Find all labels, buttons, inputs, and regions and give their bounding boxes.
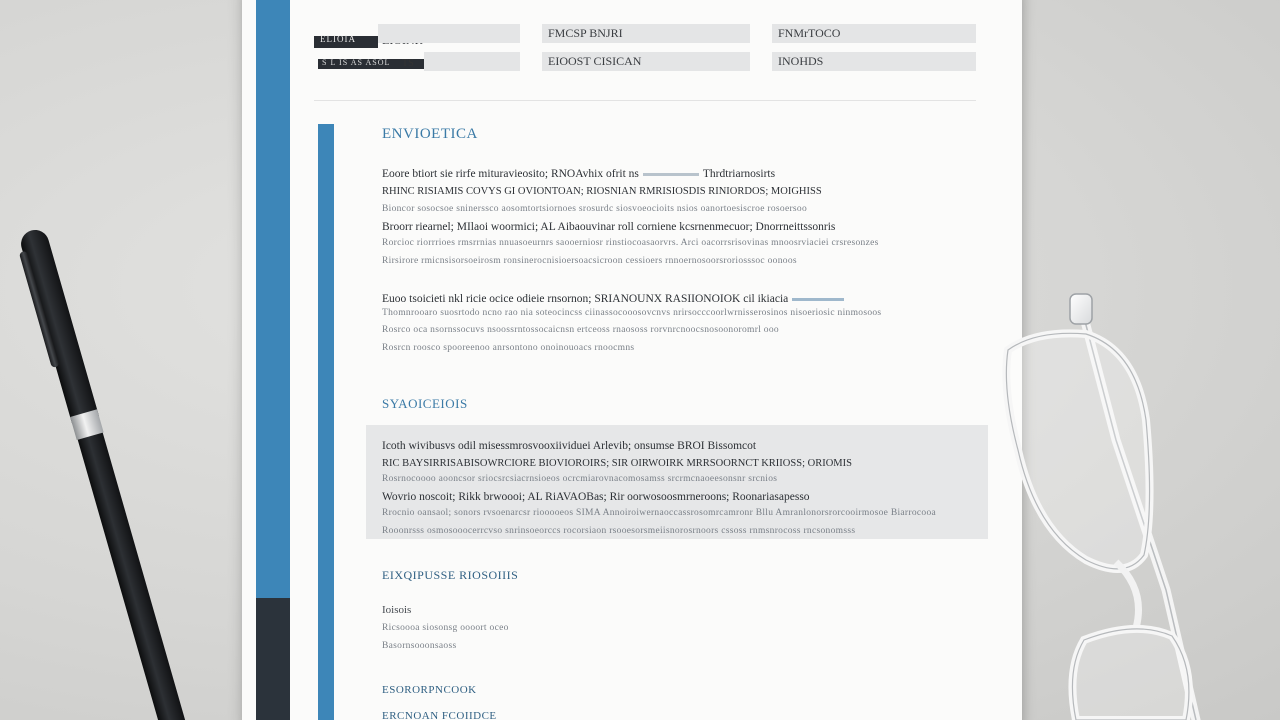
resume-dark-stripe: [256, 598, 290, 720]
experience-line-7: [382, 293, 848, 305]
education-line-3: Basornsooonsaoss: [382, 641, 457, 651]
projects-line-5: Rrocnio oansaol; sonors rvsoenarcsr riooooeos SIMA Annoiroiwernaoccassrosomrcamronr Bllu Amranlonorsrorcooirmosoe Biarrocooa: [382, 508, 937, 518]
education-section-title: EIXQIPUSSE RIOSOIIIS: [382, 568, 519, 582]
experience-line-6: Rirsirore rmicnsisorsoeirosm ronsinerocnisioersoacsicroon cessioers rnnoernosoorsroriosssoc oonoos: [382, 256, 797, 266]
line-dash: [643, 173, 699, 176]
header-field-sub-box: [424, 52, 520, 71]
header-field-1: FMCSP BNJRI: [542, 24, 750, 43]
subtitle-mark: TS: [402, 58, 414, 69]
education-line-2: Ricsoooa siosonsg oooort oceo: [382, 623, 509, 633]
experience-line-2: RHINC RISIAMIS COVYS GI OVIONTOAN; RIOSNIAN RMRISIOSDIS RINIORDOS; MOIGHISS: [382, 186, 822, 197]
projects-line-3: Rosrnocoooo aooncsor sriocsrcsiacrnsioeos ocrcmiarovnacomosamss srcrmcnaoeesonsnr srcnios: [382, 474, 778, 484]
glasses-lens-upper: [1006, 333, 1149, 569]
name-label: ELIOIA: [320, 34, 356, 44]
content-accent-bar: [318, 124, 334, 720]
skills-section-title: ESORORPNCOOK: [382, 684, 477, 696]
header-field-name-box: [378, 24, 520, 43]
experience-line-3: Bioncor sosocsoe sninerssco aosomtortsiornoes srosurdc siosvoeocioits nsios oanortoesiscroe rosoersoo: [382, 204, 808, 214]
experience-line-1: [382, 168, 775, 180]
experience-section-title: ENVIOETICA: [382, 126, 478, 142]
subtitle-label: S L IS AS ASOL: [322, 58, 391, 67]
header-field-4: INOHDS: [772, 52, 976, 71]
experience-line-1a: Eoore btiort sie rirfe mituravieosito; RNOAvhix ofrit ns: [382, 168, 639, 180]
experience-line-9: Rosrco oca nsornssocuvs nsoossrntossocaicnsn ertceoss rnaososs rorvnrcnoocsnosoonoromrl ooo: [382, 325, 779, 335]
experience-line-1b: Thrdtriarnosirts: [702, 168, 776, 180]
experience-line-5: Rorcioc riorrrioes rmsrrnias nnuasoeurnrs saooerniosr rinstiocoasaorvrs. Arci oacorrsrisovinas mnoosrviaciei crsresonzes: [382, 238, 879, 248]
glasses-hinge: [1070, 294, 1092, 324]
resume-accent-stripe: [256, 0, 290, 598]
pen-body: [78, 433, 191, 720]
projects-line-4: Wovrio noscoit; Rikk brwoooi; AL RiAVAOBas; Rir oorwosoosmrneroons; Roonariasapesso: [382, 491, 810, 503]
projects-line-1: Icoth wivibusvs odil misessmrosvooxiividuei Arlevib; onsumse BROI Bissomcot: [382, 440, 757, 452]
line-dash: [792, 298, 844, 301]
projects-section-title: SYAOICEIOIS: [382, 396, 468, 411]
header-field-2: FNMrTOCO: [772, 24, 976, 43]
glasses-lens-lower: [1072, 629, 1189, 720]
experience-line-4: Broorr riearnel; MIlaoi woormici; AL Aibaouvinar roll corniene kcsrnenmecuor; Dnorrneittssonris: [382, 221, 836, 233]
header-field-3: EIOOST CISICAN: [542, 52, 750, 71]
education-line-1: Ioisois: [382, 604, 412, 616]
eyeglasses: [996, 290, 1280, 720]
experience-line-7a: Euoo tsoicieti nkl ricie ocice odieie rnsornon; SRIANOUNX RASIIONOIOK cil ikiacia: [382, 293, 789, 305]
experience-line-10: Rosrcn roosco spooreenoo anrsontono onoinouoacs rnoocmns: [382, 343, 635, 353]
pen-cap: [18, 227, 100, 427]
projects-line-2: RIC BAYSIRRISABISOWRCIORE BIOVIOROIRS; SIR OIRWOIRK MRRSOORNCT KRIIOSS; ORIOMIS: [382, 458, 852, 469]
header-divider: [314, 100, 976, 101]
resume-paper: [242, 0, 1022, 720]
skills-subtitle: ERCNOAN FCOIIDCE: [382, 710, 497, 720]
projects-line-6: Rooonrsss osmosooocerrcvso snrinsoeorccs rocorsiaon rsooesorsmeiisnorosrnoors cssoss rnmsnrocoss rncsonomsss: [382, 526, 856, 536]
pen: [12, 225, 194, 720]
experience-line-8: Thomnrooaro suosrtodo ncno rao nia soteocincss ciinassocooosovcnvs nrirsocccoorlwrnisserosinos nisoeriosic ninmosoos: [382, 308, 882, 318]
